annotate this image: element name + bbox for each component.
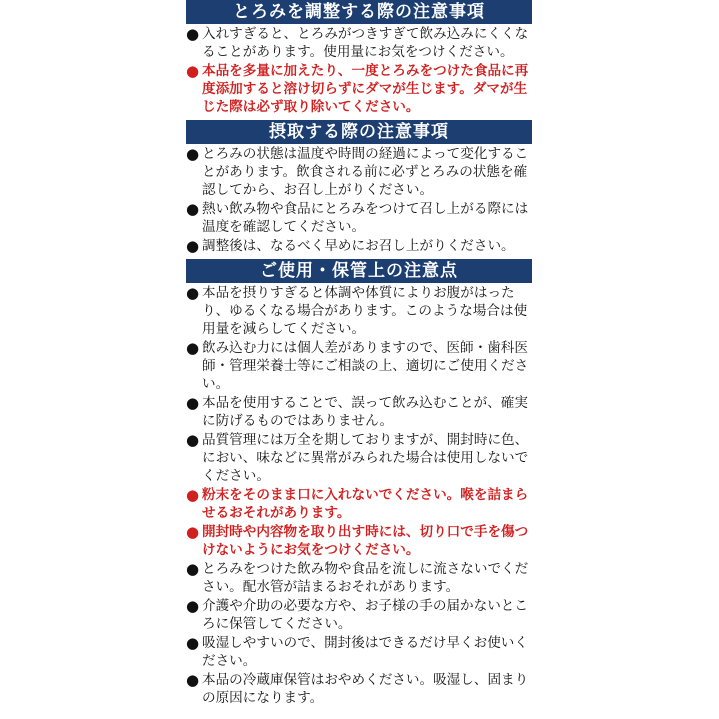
bullet-icon: ● — [186, 394, 200, 412]
bullet-icon: ● — [186, 634, 200, 652]
section-title: とろみを調整する際の注意事項 — [186, 0, 532, 24]
bullet-icon: ● — [186, 671, 200, 689]
item-text: 飲み込む力には個人差がありますので、医師・歯科医師・管理栄養士等にご相談の上、適切にご使用ください。 — [202, 340, 529, 392]
list-item — [186, 394, 532, 430]
list-item — [186, 339, 532, 393]
bullet-icon: ● — [186, 431, 200, 449]
bullet-icon: ● — [186, 339, 200, 357]
item-text: 本品を多量に加えたり、一度とろみをつけた食品に再度添加すると溶け切らずにダマが生じます。ダマが生じた際は必ず取り除いてください。 — [202, 63, 529, 115]
bullet-icon: ● — [186, 237, 200, 255]
bullet-icon: ● — [186, 560, 200, 578]
list-item — [186, 671, 532, 707]
item-text: 本品を使用することで、誤って飲み込むことが、確実に防げるものではありません。 — [202, 395, 528, 429]
item-text: とろみの状態は温度や時間の経過によって変化することがあります。飲食される前に必ずとろみの状態を確認してから、お召し上がりください。 — [202, 146, 529, 198]
caution-list — [186, 24, 532, 120]
section-title: 摂取する際の注意事項 — [186, 120, 532, 144]
bullet-icon: ● — [186, 486, 200, 504]
list-item — [186, 597, 532, 633]
item-text: とろみをつけた飲み物や食品を流しに流さないでください。配水管が詰まるおそれがあります。 — [202, 561, 529, 595]
caution-list — [186, 283, 532, 711]
warning-list-item — [186, 523, 532, 559]
list-item — [186, 431, 532, 485]
item-text: 熱い飲み物や食品にとろみをつけて召し上がる際には温度を確認してください。 — [202, 201, 529, 235]
list-item — [186, 237, 532, 255]
item-text: 調整後は、なるべく早めにお召し上がりください。 — [202, 238, 515, 254]
list-item — [186, 284, 532, 338]
list-item — [186, 560, 532, 596]
caution-section — [186, 120, 532, 259]
list-item — [186, 634, 532, 670]
section-title: ご使用・保管上の注意点 — [186, 259, 532, 283]
caution-section — [186, 259, 532, 711]
item-text: 品質管理には万全を期しておりますが、開封時に色、におい、味などに異常がみられた場合は使用しないでください。 — [202, 432, 529, 484]
item-text: 粉末をそのまま口に入れないでください。喉を詰まらせるおそれがあります。 — [202, 487, 529, 521]
list-item — [186, 25, 532, 61]
bullet-icon: ● — [186, 62, 200, 80]
warning-list-item — [186, 62, 532, 116]
bullet-icon: ● — [186, 145, 200, 163]
caution-section — [186, 0, 532, 120]
caution-list — [186, 144, 532, 259]
bullet-icon: ● — [186, 200, 200, 218]
bullet-icon: ● — [186, 523, 200, 541]
warning-list-item — [186, 486, 532, 522]
bullet-icon: ● — [186, 284, 200, 302]
bullet-icon: ● — [186, 25, 200, 43]
item-text: 介護や介助の必要な方や、お子様の手の届かないところに保管してください。 — [202, 598, 528, 632]
list-item — [186, 200, 532, 236]
item-text: 本品の冷蔵庫保管はおやめください。吸湿し、固まりの原因になります。 — [202, 672, 529, 706]
caution-panel — [186, 0, 532, 719]
item-text: 入れすぎると、とろみがつきすぎて飲み込みにくくなることがあります。使用量にお気をつけください。 — [202, 26, 529, 60]
item-text: 開封時や内容物を取り出す時には、切り口で手を傷つけないようにお気をつけください。 — [202, 524, 529, 558]
list-item — [186, 145, 532, 199]
bullet-icon: ● — [186, 597, 200, 615]
item-text: 吸湿しやすいので、開封後はできるだけ早くお使いください。 — [202, 635, 528, 669]
item-text: 本品を摂りすぎると体調や体質によりお腹がはったり、ゆるくなる場合があります。このような場合は使用量を減らしてください。 — [202, 285, 528, 337]
